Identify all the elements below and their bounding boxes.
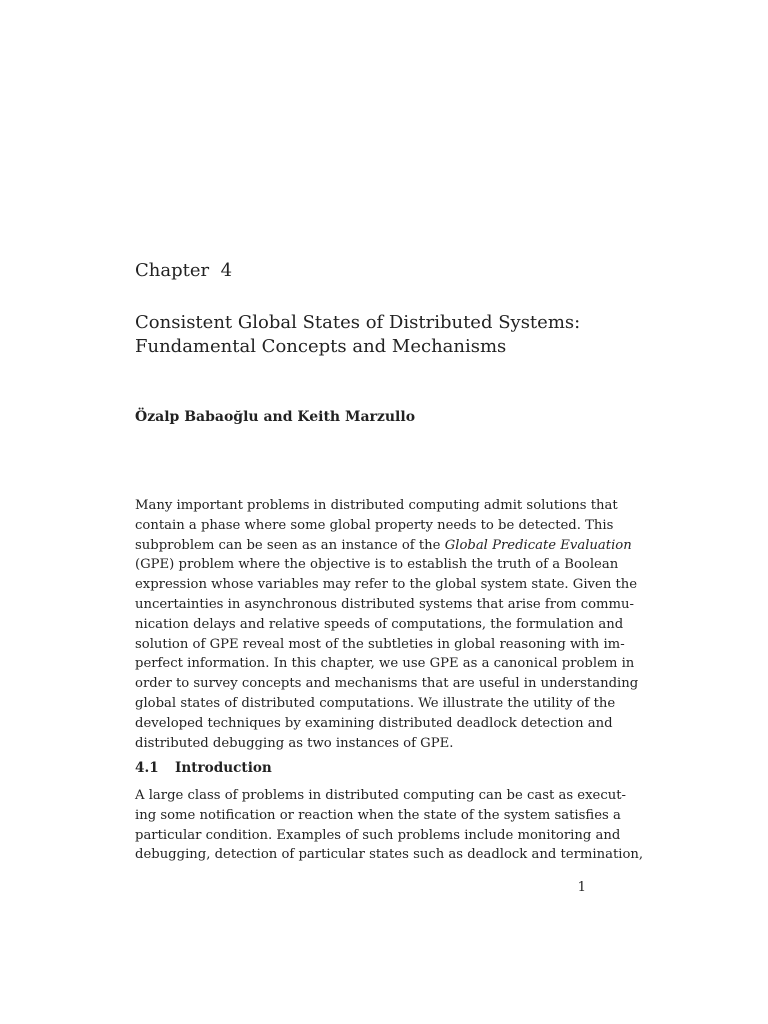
intro-line: ing some notification or reaction when the state of the system satisfies a <box>135 807 621 823</box>
page-number: 1 <box>577 880 586 895</box>
abstract-line: distributed debugging as two instances of GPE. <box>135 735 454 751</box>
introduction-paragraph <box>135 786 644 865</box>
section-heading <box>135 760 272 776</box>
abstract-line: order to survey concepts and mechanisms that are useful in understanding <box>135 676 639 692</box>
abstract-line: nication delays and relative speeds of computations, the formulation and <box>135 616 624 632</box>
abstract-paragraph <box>135 496 639 753</box>
abstract-line: Many important problems in distributed computing admit solutions that <box>135 498 618 513</box>
intro-line: particular condition. Examples of such problems include monitoring and <box>135 827 621 843</box>
chapter-title-line-1: Consistent Global States of Distributed Systems: <box>135 312 581 333</box>
section-title: Introduction <box>175 760 272 776</box>
intro-line: A large class of problems in distributed computing can be cast as execut- <box>135 788 626 803</box>
abstract-line: expression whose variables may refer to the global system state. Given the <box>135 577 638 593</box>
section-number: 4.1 <box>135 760 159 776</box>
abstract-line: uncertainties in asynchronous distributed systems that arise from commu- <box>135 596 634 612</box>
abstract-line: developed techniques by examining distributed deadlock detection and <box>135 715 613 731</box>
abstract-line-with-emphasis <box>135 536 632 556</box>
intro-line: debugging, detection of particular states such as deadlock and termination, <box>135 847 644 863</box>
abstract-line: (GPE) problem where the objective is to establish the truth of a Boolean <box>135 557 619 573</box>
chapter-title-line-2: Fundamental Concepts and Mechanisms <box>135 336 507 357</box>
abstract-line-text: subproblem can be seen as an instance of the <box>135 537 441 553</box>
chapter-word: Chapter <box>135 260 210 281</box>
authors: Özalp Babaoğlu and Keith Marzullo <box>135 409 416 425</box>
emphasis-term: Global Predicate Evaluation <box>444 537 632 553</box>
abstract-line: solution of GPE reveal most of the subtleties in global reasoning with im- <box>135 636 625 652</box>
chapter-number: 4 <box>220 260 233 281</box>
abstract-line: perfect information. In this chapter, we use GPE as a canonical problem in <box>135 656 635 672</box>
chapter-title <box>135 311 605 359</box>
abstract-line: contain a phase where some global property needs to be detected. This <box>135 517 614 533</box>
abstract-line: global states of distributed computations. We illustrate the utility of the <box>135 695 616 711</box>
chapter-label <box>135 260 232 281</box>
